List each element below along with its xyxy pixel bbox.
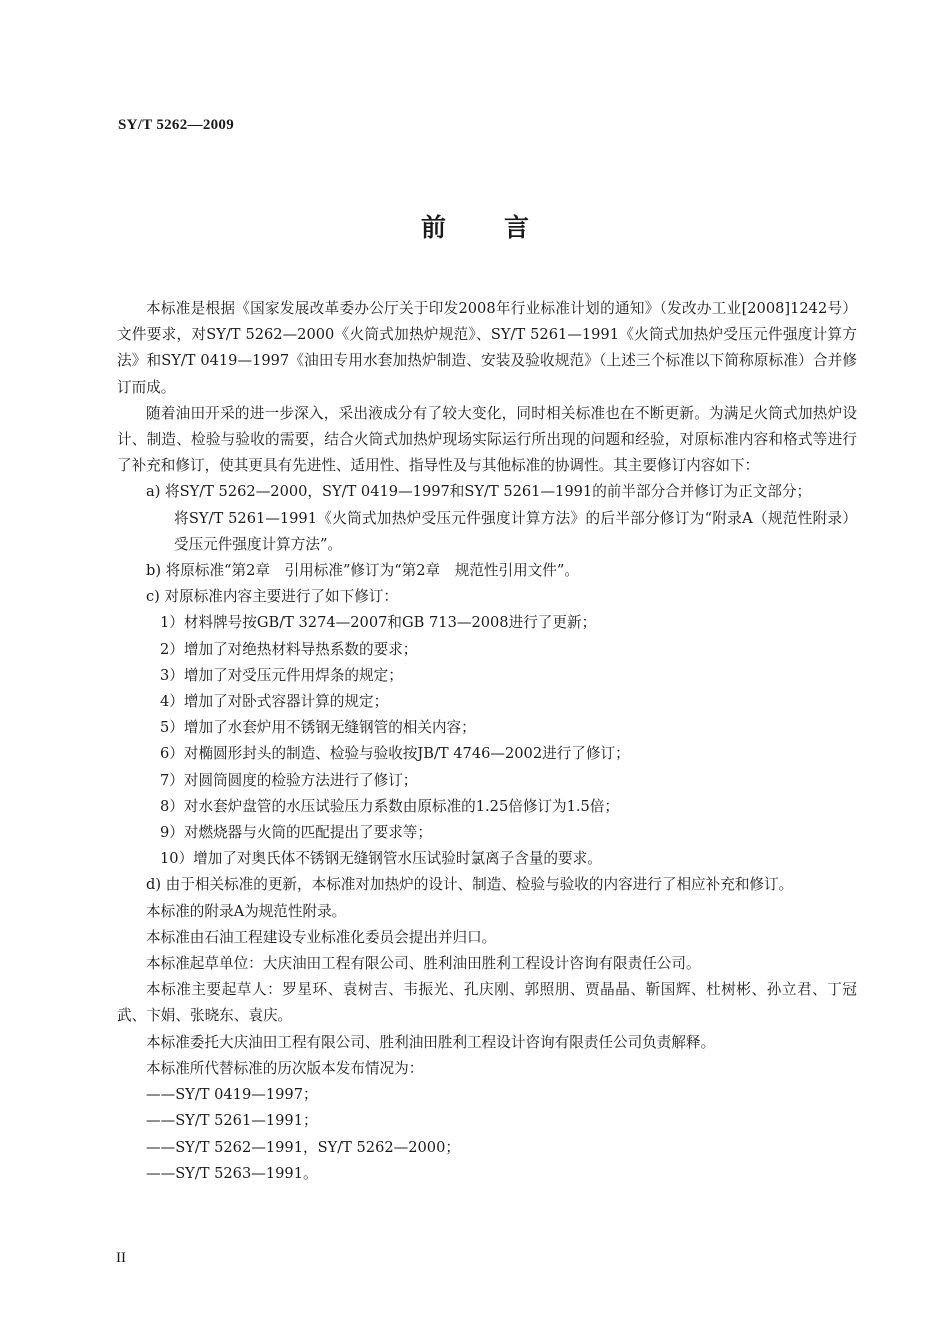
list-item-c-6: 6）对椭圆形封头的制造、检验与验收按JB/T 4746—2002进行了修订； (160, 745, 630, 763)
list-item-c-9: 9）对燃烧器与火筒的匹配提出了要求等； (160, 824, 432, 842)
paragraph-background: 随着油田开采的进一步深入，采出液成分有了较大变化，同时相关标准也在不断更新。为满足火筒式加热炉设计、制造、检验与验收的需要，结合火筒式加热炉现场实际运行所出现的问题和经验，对原标准内容和格式等进行了补充和修订，使其更具有先进性、适用性、指导性及与其他标准的协调性。其主要修订内容如下： (117, 404, 857, 475)
paragraph-proposer: 本标准由石油工程建设专业标准化委员会提出并归口。 (146, 928, 497, 946)
history-item-2: ——SY/T 5261—1991； (146, 1112, 318, 1130)
list-item-c: c) 对原标准内容主要进行了如下修订： (146, 588, 399, 606)
list-item-b: b) 将原标准“第2章 引用标准”修订为“第2章 规范性引用文件”。 (146, 562, 579, 580)
paragraph-drafting-units: 本标准起草单位：大庆油田工程有限公司、胜利油田胜利工程设计咨询有限责任公司。 (146, 955, 701, 973)
paragraph-history-intro: 本标准所代替标准的历次版本发布情况为： (146, 1059, 424, 1077)
list-item-c-2: 2）增加了对绝热材料导热系数的要求； (160, 640, 418, 658)
list-item-d: d) 由于相关标准的更新，本标准对加热炉的设计、制造、检验与验收的内容进行了相应补充和修订。 (146, 876, 794, 894)
list-item-c-8: 8）对水套炉盘管的水压试验压力系数由原标准的1.25倍修订为1.5倍； (160, 797, 620, 815)
paragraph-drafters: 本标准主要起草人：罗星环、袁树吉、韦振光、孔庆刚、郭照朋、贾晶晶、靳国辉、杜树彬、孙立君、丁冠武、卞娟、张晓东、袁庆。 (117, 981, 857, 1025)
list-item-c-7: 7）对圆筒圆度的检验方法进行了修订； (160, 771, 418, 789)
list-item-c-3: 3）增加了对受压元件用焊条的规定； (160, 666, 403, 684)
list-item-c-5: 5）增加了水套炉用不锈钢无缝钢管的相关内容； (160, 719, 476, 737)
list-item-c-4: 4）增加了对卧式容器计算的规定； (160, 693, 389, 711)
history-item-1: ——SY/T 0419—1997； (146, 1086, 318, 1104)
page-number: II (116, 1250, 126, 1266)
paragraph-interpretation: 本标准委托大庆油田工程有限公司、胜利油田胜利工程设计咨询有限责任公司负责解释。 (146, 1033, 716, 1051)
page-title: 前言 (420, 213, 587, 242)
history-item-3: ——SY/T 5262—1991，SY/T 5262—2000； (146, 1138, 460, 1156)
list-item-c-1: 1）材料牌号按GB/T 3274—2007和GB 713—2008进行了更新； (160, 614, 597, 632)
list-item-a-continued: 将SY/T 5261—1991《火筒式加热炉受压元件强度计算方法》的后半部分修订为“附录A（规范性附录）受压元件强度计算方法”。 (174, 509, 857, 553)
list-item-c-10: 10）增加了对奥氏体不锈钢无缝钢管水压试验时氯离子含量的要求。 (160, 850, 602, 868)
standard-number-header: SY/T 5262—2009 (118, 117, 235, 133)
paragraph-basis: 本标准是根据《国家发展改革委办公厅关于印发2008年行业标准计划的通知》（发改办工业[2008]1242号）文件要求，对SY/T 5262—2000《火筒式加热炉规范》、SY/T 5261—1991《火筒式加热炉受压元件强度计算方法》和SY/T 0419—1997《油田专用水套加热炉制造、安装及验收规范》（上述三个标准以下简称原标准）合并修订而成。 (117, 300, 857, 396)
list-item-a: a) 将SY/T 5262—2000，SY/T 0419—1997和SY/T 5261—1991的前半部分合并修订为正文部分； (146, 483, 812, 501)
foreword-body (117, 296, 857, 1187)
paragraph-appendix: 本标准的附录A为规范性附录。 (146, 902, 347, 920)
history-item-4: ——SY/T 5263—1991。 (146, 1164, 318, 1182)
